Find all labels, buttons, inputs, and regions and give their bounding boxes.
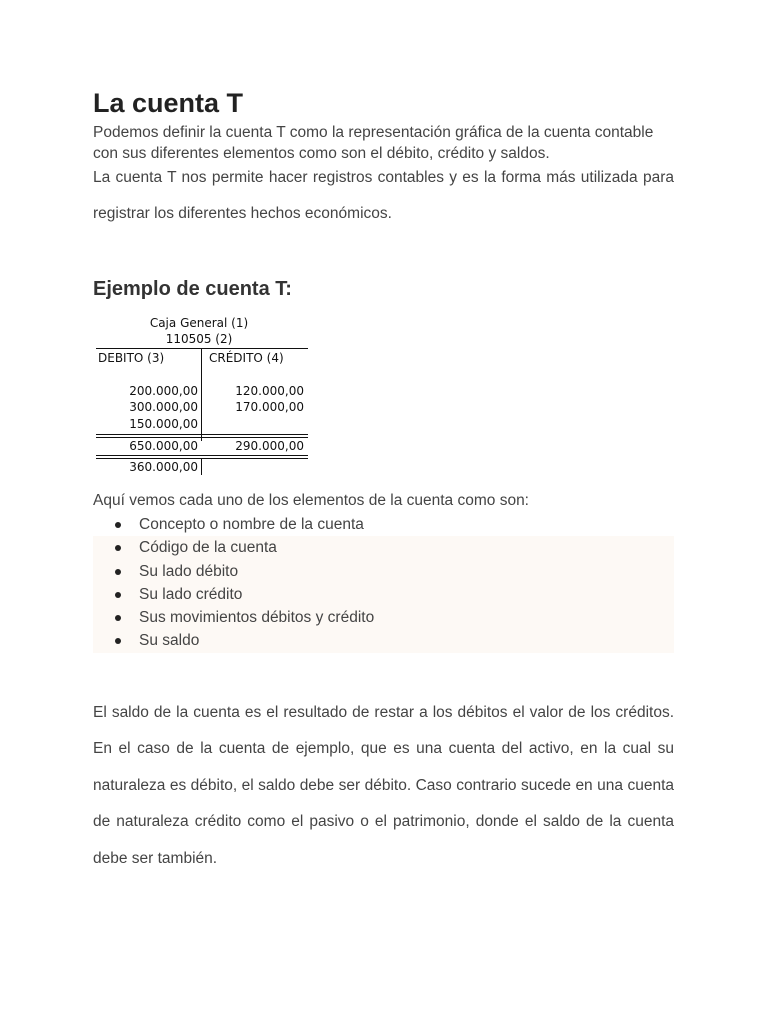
document-content [93,84,674,877]
total-line-upper [96,434,308,435]
list-item: Sus movimientos débitos y crédito [93,606,674,629]
credit-total: 290.000,00 [235,439,304,453]
list-item: Su saldo [93,629,674,652]
balance-line-lower [96,458,308,459]
credit-entry: 120.000,00 [235,384,304,398]
debit-header: DEBITO (3) [98,351,165,365]
total-line-lower [96,437,308,438]
credit-header: CRÉDITO (4) [209,351,284,365]
bullet-icon [115,615,121,621]
balance-value: 360.000,00 [129,460,198,474]
example-heading: Ejemplo de cuenta T: [93,278,292,300]
t-account-code: 110505 (2) [165,332,233,346]
intro-paragraph: Podemos definir la cuenta T como la representación gráfica de la cuenta contable con sus diferentes elementos como son el débito, crédito y saldos. [93,124,654,162]
bullet-icon [115,592,121,598]
t-account-top-line [96,348,308,349]
bullet-icon [115,569,121,575]
list-item: Su lado débito [93,560,674,583]
t-account-figure [93,314,305,476]
balance-line-upper [96,455,308,456]
bullet-icon [115,545,121,551]
debit-entry: 150.000,00 [129,417,198,431]
t-account-divider-lower [201,458,202,475]
elements-list [93,513,674,653]
list-item: Código de la cuenta [93,536,674,559]
list-item: Concepto o nombre de la cuenta [93,513,674,536]
credit-entry: 170.000,00 [235,400,304,414]
t-account-divider [201,348,202,441]
bullet-icon [115,638,121,644]
page-title: La cuenta T [93,88,244,118]
t-account-name: Caja General (1) [149,316,249,330]
debit-entry: 300.000,00 [129,400,198,414]
balance-paragraph: El saldo de la cuenta es el resultado de restar a los débitos el valor de los créditos. En el caso de la cuenta de ejemplo, que es una cuenta del activo, en la cual su naturaleza es débito, el saldo debe ser débito. Caso contrario sucede en una cuenta de naturaleza crédito como el pasivo o el patrimonio, donde el saldo de la cuenta debe ser también. [93,703,674,867]
debit-entry: 200.000,00 [129,384,198,398]
list-item: Su lado crédito [93,583,674,606]
usage-paragraph: La cuenta T nos permite hacer registros contables y es la forma más utilizada para registrar los diferentes hechos económicos. [93,169,674,222]
bullet-icon [115,522,121,528]
debit-total: 650.000,00 [129,439,198,453]
elements-intro: Aquí vemos cada uno de los elementos de la cuenta como son: [93,492,529,509]
